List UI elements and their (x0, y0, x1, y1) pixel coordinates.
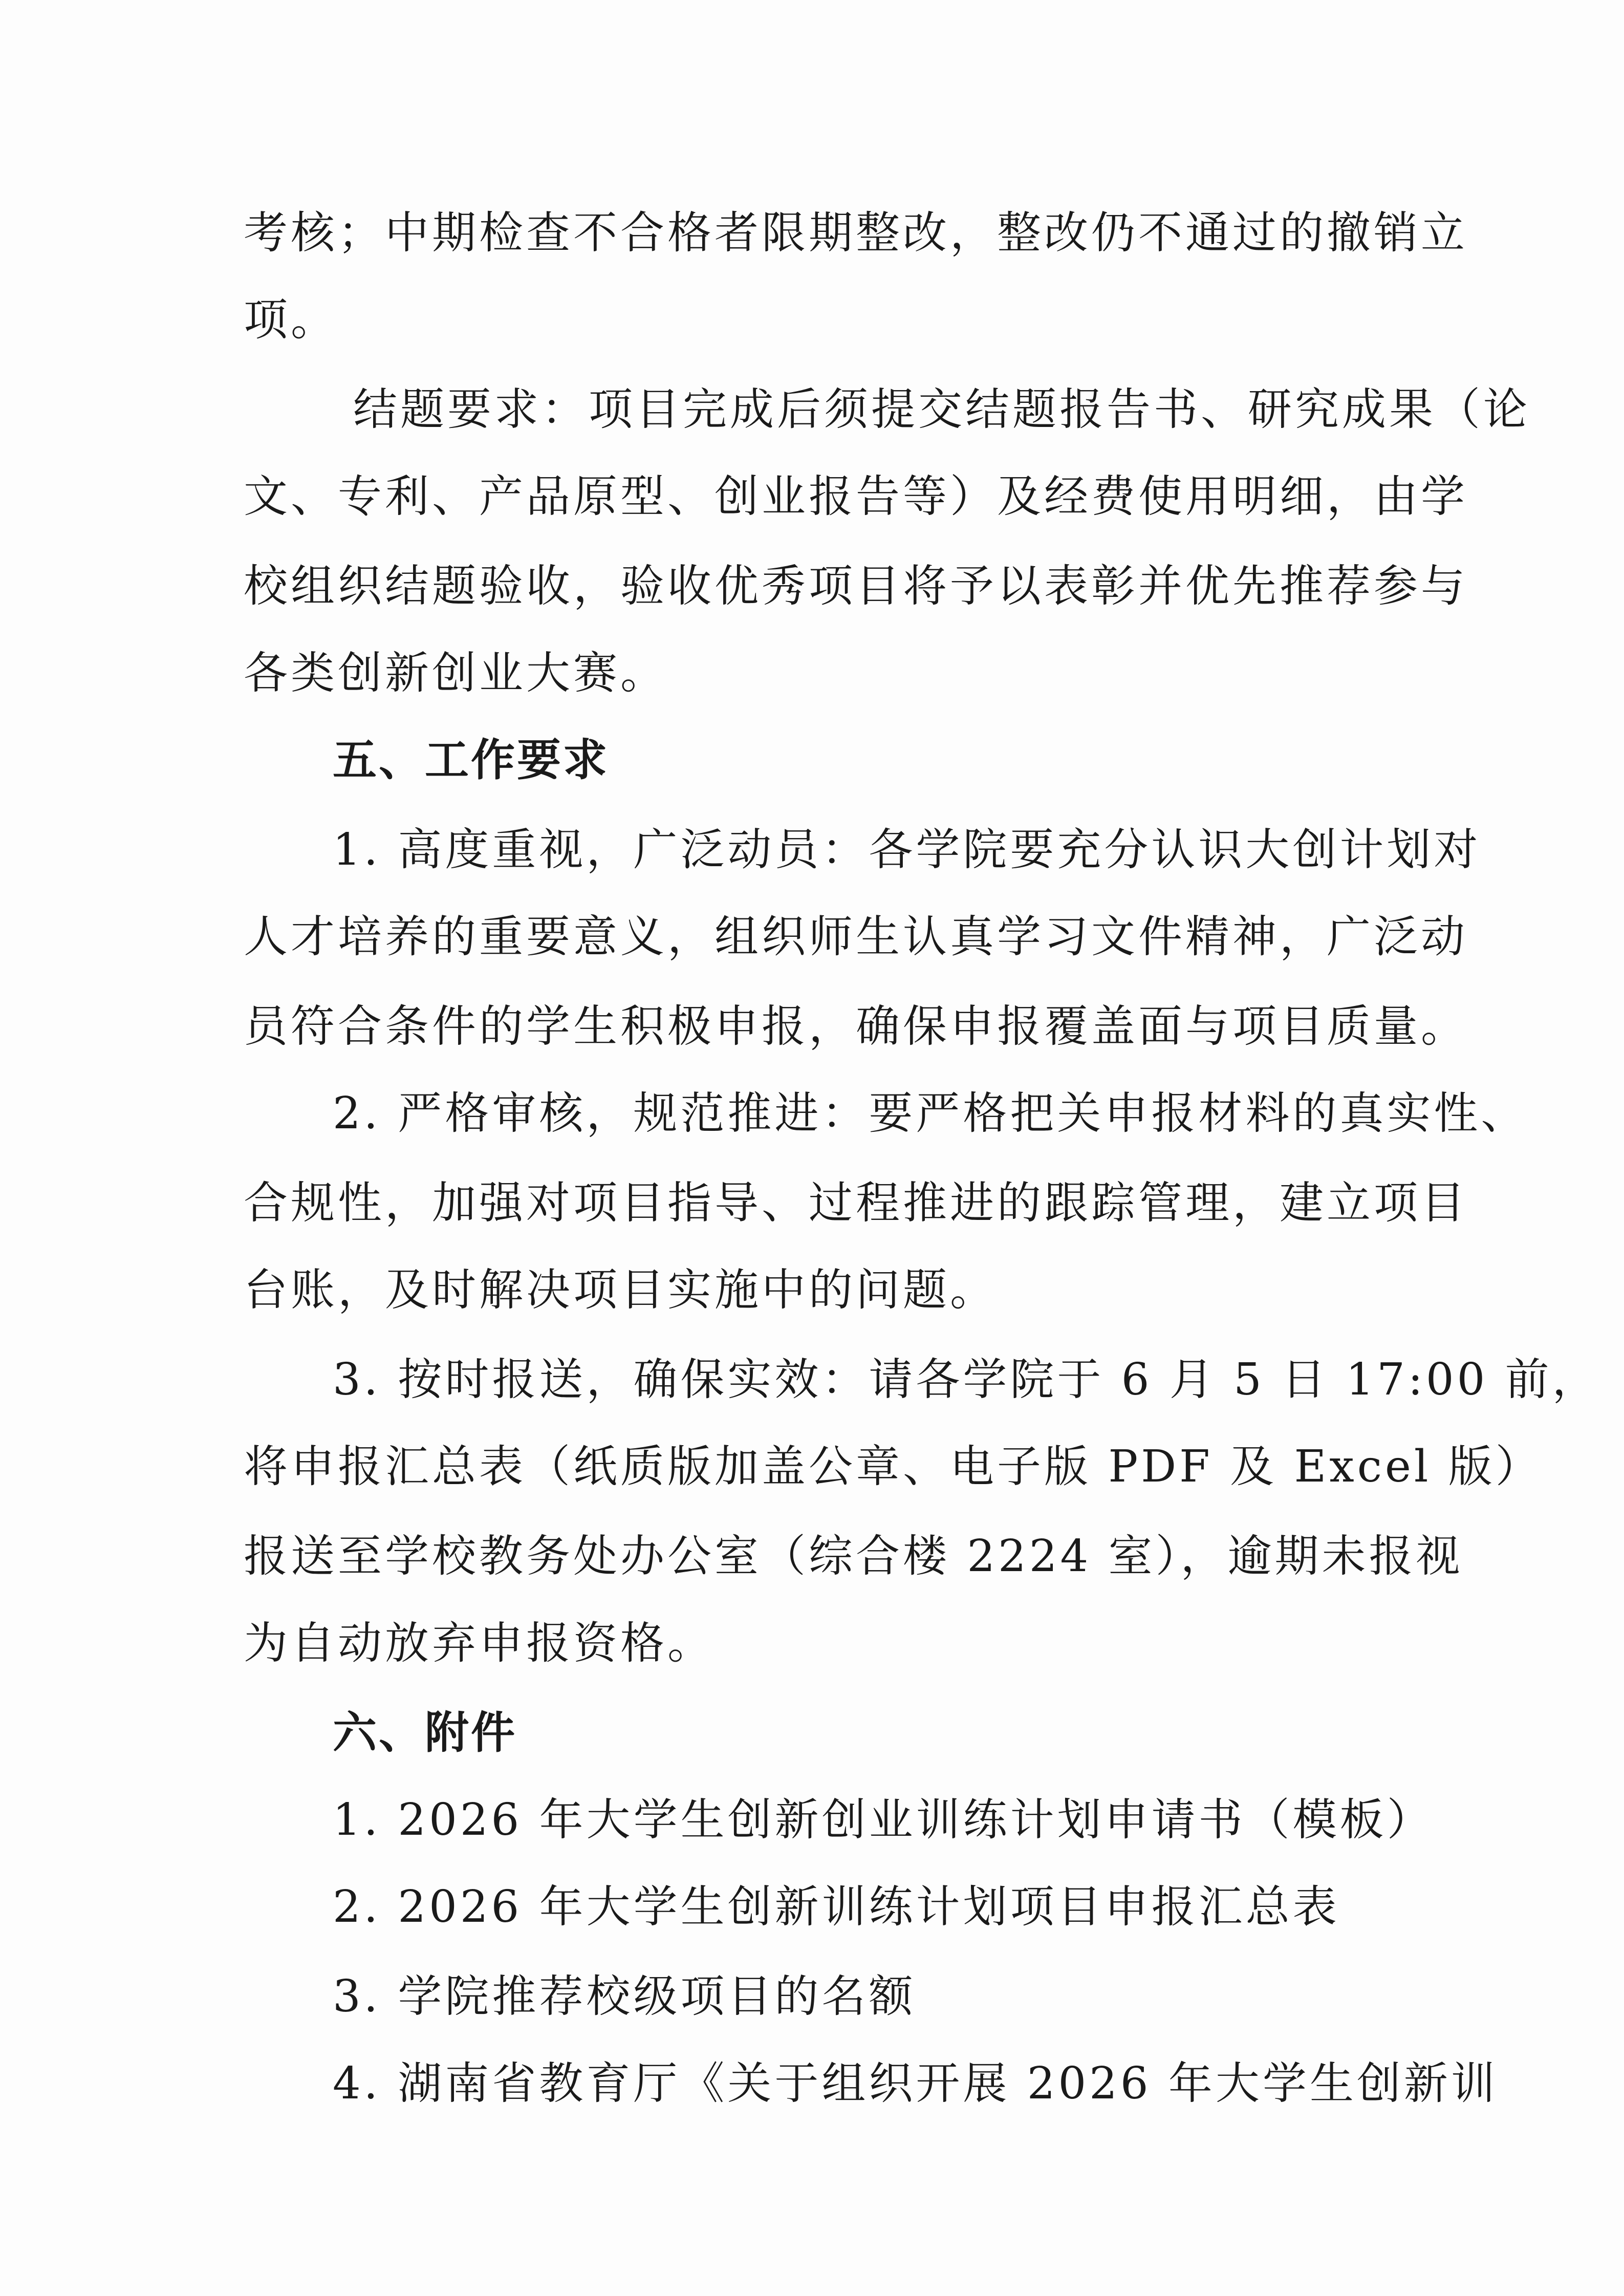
attachment-item: 2. 2026 年大学生创新训练计划项目申报汇总表 (333, 1881, 1340, 1933)
attachment-item: 1. 2026 年大学生创新创业训练计划申请书（模板） (333, 1794, 1434, 1846)
list-item-line: 1. 高度重视，广泛动员：各学院要充分认识大创计划对 (333, 824, 1481, 875)
list-item-line: 员符合条件的学生积极申报，确保申报覆盖面与项目质量。 (244, 1001, 1468, 1052)
list-item-line: 报送至学校教务处办公室（综合楼 2224 室），逾期未报视 (244, 1531, 1463, 1582)
list-item-line: 台账，及时解决项目实施中的问题。 (244, 1264, 997, 1316)
paragraph-line: 校组织结题验收，验收优秀项目将予以表彰并优先推荐参与 (244, 561, 1468, 612)
paragraph-line: 结题要求：项目完成后须提交结题报告书、研究成果（论 (353, 384, 1530, 435)
paragraph-line: 文、专利、产品原型、创业报告等）及经费使用明细，由学 (244, 471, 1468, 522)
paragraph-line: 考核；中期检查不合格者限期整改，整改仍不通过的撤销立 (244, 207, 1468, 259)
list-item-line: 2. 严格审核，规范推进：要严格把关申报材料的真实性、 (333, 1088, 1528, 1139)
section-heading: 六、附件 (333, 1707, 517, 1758)
list-item-line: 合规性，加强对项目指导、过程推进的跟踪管理，建立项目 (244, 1177, 1468, 1229)
list-item-line: 3. 按时报送，确保实效：请各学院于 6 月 5 日 17:00 前， (333, 1354, 1599, 1405)
list-item-line: 人才培养的重要意义，组织师生认真学习文件精神，广泛动 (244, 911, 1468, 962)
attachment-item: 3. 学院推荐校级项目的名额 (333, 1971, 916, 2022)
attachment-item: 4. 湖南省教育厅《关于组织开展 2026 年大学生创新训 (333, 2058, 1498, 2109)
paragraph-line: 各类创新创业大赛。 (244, 648, 667, 699)
section-heading: 五、工作要求 (333, 735, 609, 786)
paragraph-line: 项。 (244, 294, 338, 346)
list-item-line: 为自动放弃申报资格。 (244, 1618, 714, 1669)
list-item-line: 将申报汇总表（纸质版加盖公章、电子版 PDF 及 Excel 版） (244, 1441, 1543, 1492)
